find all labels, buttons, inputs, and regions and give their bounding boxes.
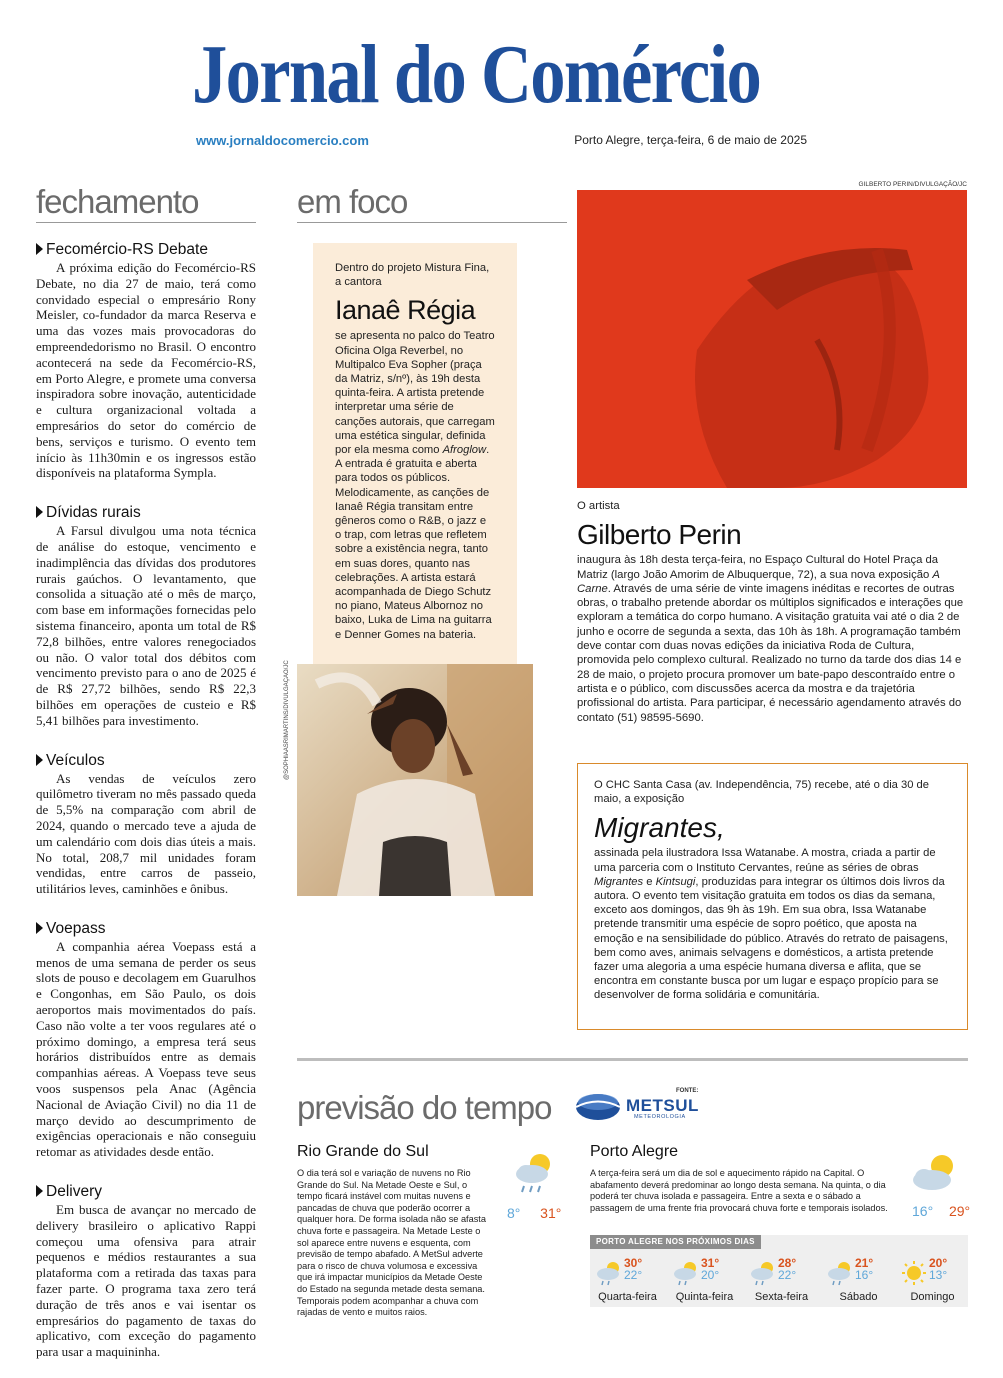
forecast-max: 31° [701,1256,720,1270]
migrantes-box [577,763,968,1030]
forecast-min: 22° [778,1268,797,1282]
sun-cloud-rain-icon [826,1260,854,1286]
forecast-day [895,1253,970,1307]
migrantes-kicker: O CHC Santa Casa (av. Independência, 75) recebe, até o dia 30 de maio, a exposição [594,779,930,806]
fechamento-column [36,240,256,1378]
migrantes-body-part: , produzidas para integrar os últimos dois livros da autora. O evento tem visitação gratuita em todos os dias da semana, exceto aos domingos, das 9h às 19h. Em sua obra, Issa Watanabe pretende transmitir uma espécie de sopro poético, que aposta na emoção e na sensibilidade do público. Através do retrato de paisagens, bem como aves, animais selvagens e domésticos, a artista pretende fazer uma alegoria a uma espécie humana diversa e aflita, que se encontra em constante busca por um lugar e espaço propício para se desenvolver de forma solidária e comunitária. [594,875,948,1002]
triangle-bullet-icon [36,922,43,934]
section-head-fechamento: fechamento [36,185,256,223]
forecast-label: PORTO ALEGRE NOS PRÓXIMOS DIAS [590,1235,761,1249]
dateline: Porto Alegre, terça-feira, 6 de maio de 2025 [574,133,807,147]
sun-cloud-rain-icon [749,1260,777,1286]
migrantes-body-part: e [643,875,656,888]
section-head-previsao: previsão do tempo [297,1089,552,1126]
triangle-bullet-icon [36,1185,43,1197]
forecast-day-name: Quarta-feira [598,1291,657,1303]
weather-poa-temps [912,1203,970,1219]
migrantes-body-emphasis: Kintsugi [655,875,696,888]
forecast-day [667,1253,742,1307]
forecast-day-name: Domingo [910,1291,955,1303]
weather-poa-text: A terça-feira será um dia de sol e aquecimento rápido na Capital. O abafamento deverá predominar ao longo desta semana. Na quinta, o dia poderá ter chuva isolada e passageira. Entre a sexta e o sábado a passagem de uma frente fria provocará chuva forte e temporais isolados. [590,1168,888,1213]
news-item-heading [36,240,256,260]
gilberto-body-part: . Através de uma série de vinte imagens inéditas e recortes de outras obras, o trabalho pretende abordar os múltiplos significados e interações que exploram a temática do corpo humano. A visitação gratuita vai até o dia 2 de junho e ocorre de segunda a sexta, das 10h às 18h. A programação também deve contar com duas novas edições da iniciativa Roda de Cultura, promovida pelo complexo cultural. Realizado no turno da tarde dos dias 14 e 28 de maio, o projeto procura promover um bate-papo descontraído entre o artista e o público, com discussões acerca da mostra e da trajetória profissional do artista. Para participar, é necessário agendamento através do contato (51) 98595-5690. [577,582,964,724]
news-item [36,240,256,481]
iana-name: Ianaê Régia [335,295,476,326]
news-item-body: A companhia aérea Voepass está a menos de uma semana de perder os seus slots de pouso e decolagem em Guarulhos e Congonhas, em São Paulo, os dois aeroportos mais movimentados do país. Caso não volte a ter voos regulares até o próximo domingo, a empresa terá seus horários distribuídos entre as demais companhias aéreas. A Voepass teve seus voos suspensos pela Anac (Agência Nacional de Aviação Civil) no dia 11 de março devido ao descumprimento de exigências operacionais e não conseguiu retomar as atividades desde então. [36,938,256,1160]
gilberto-name: Gilberto Perin [577,519,742,551]
weather-rs-temps [507,1205,561,1221]
forecast-max: 30° [624,1256,643,1270]
weather-rs-text: O dia terá sol e variação de nuvens no Rio Grande do Sul. Na Metade Oeste e Sul, o tempo ficará instável com muitas nuvens e pancadas de chuva que poderão ocorrer a qualquer hora. De forma isolada não se afasta chuva forte e passageira. Na Metade Leste o sol aparece entre nuvens e esquenta, com previsão de tempo abafado. A MetSul adverte para o risco de chuva volumosa e excessiva que irá impactar municípios da Metade Oeste do Estado na segunda metade desta semana. Temporais podem acompanhar a chuva com rajadas de vento e muitos raios. [297,1168,486,1318]
weather-poa-min: 16° [912,1203,934,1219]
forecast-day-name: Sexta-feira [754,1291,809,1303]
news-item-title: Fecomércio-RS Debate [46,241,208,258]
news-item-body: A próxima edição do Fecomércio-RS Debate, no dia 27 de maio, terá como convidado especial o empresário Rony Meisler, co-fundador da marca Reserva e uma das vozes mais provocadoras do empreendedorismo no Brasil. O encontro acontecerá na sede da Fecomércio-RS, em Porto Alegre, e promete uma conversa inspiradora sobre inovação, autenticidade e cultura organizacional voltada a empresários do setor do comércio de bens, serviços e turismo. O evento tem início às 11h30min e os ingressos estão disponíveis na plataforma Sympla. [36,260,256,481]
news-item [36,751,256,897]
masthead-title: Jornal do Comércio [192,28,761,121]
section-head-em-foco: em foco [297,185,567,223]
news-item-heading [36,919,256,939]
news-item [36,503,256,728]
iana-photo-credit: @SOPHIAASRIMARTINS/DIVULGAÇÃO/JC [284,660,290,780]
forecast-day-name: Quinta-feira [675,1291,734,1303]
news-item [36,1182,256,1360]
weather-poa-max: 29° [948,1203,971,1219]
migrantes-body [594,846,951,1002]
migrantes-title: Migrantes, [594,812,725,844]
weather-rs-max: 31° [540,1205,562,1221]
site-url-link[interactable]: www.jornaldocomercio.com [196,133,369,148]
forecast-max: 21° [855,1256,874,1270]
forecast-max: 20° [929,1256,948,1270]
iana-photo [297,664,533,896]
news-item-heading [36,503,256,523]
gilberto-perin-article [577,499,969,725]
news-item-heading [36,751,256,771]
gilberto-body-part: inaugura às 18h desta terça-feira, no Espaço Cultural do Hotel Praça da Matriz (largo João Amorim de Albuquerque, 72), a sua nova exposição [577,554,939,581]
sun-cloud-rain-icon [672,1260,700,1286]
sun-cloud-icon [910,1150,960,1201]
forecast-day [821,1253,896,1307]
forecast-day-name: Sábado [839,1291,878,1303]
news-item-title: Delivery [46,1183,102,1201]
sun-icon [900,1260,928,1286]
gilberto-body [577,553,969,725]
triangle-bullet-icon [36,243,43,255]
metsul-logo [574,1088,704,1122]
forecast-min: 13° [929,1268,948,1282]
iana-body-emphasis: Afroglow [442,444,487,457]
news-item-title: Dívidas rurais [46,504,141,522]
gilberto-photo-illustration [577,190,967,488]
iana-kicker: Dentro do projeto Mistura Fina, a cantora [335,262,490,289]
metsul-brand-sub: METEOROLOGIA [634,1114,686,1120]
news-item-body: A Farsul divulgou uma nota técnica de análise do estoque, vencimento e inadimplência das dívidas dos produtores rurais gaúchos. O levantamento, que consolida a situação até o mês de março, com base em informações fornecidas pelo sistema financeiro, aponta um total de R$ 72,8 bilhões, entre valores renegociados ou não. O valor total dos débitos com vencimento previsto para o ano de 2025 é de R$ 27,72 bilhões, sendo R$ 22,3 bilhões em operações de custeio e R$ 5,41 bilhões para investimento. [36,523,256,728]
migrantes-body-part: assinada pela ilustradora Issa Watanabe. A mostra, criada a partir de uma parceria com o Instituto Cervantes, reúne as séries de obras [594,847,936,874]
forecast-min: 20° [701,1268,720,1282]
iana-body [335,329,495,641]
migrantes-body-emphasis: Migrantes [594,875,644,888]
iana-regia-box [313,243,517,665]
weather-poa-title: Porto Alegre [590,1143,679,1160]
news-item-title: Veículos [46,751,105,769]
forecast-max: 28° [778,1256,797,1270]
gilberto-photo-credit: GILBERTO PERIN/DIVULGAÇÃO/JC [858,181,967,188]
gilberto-photo [577,190,967,488]
iana-body-part: . A entrada é gratuita e aberta para todos os públicos. Melodicamente, as canções de Ianaê Régia transitam entre gêneros como o R&B, o jazz e o trap, com letras que refletem sobre a existência negra, tanto em suas dores, quanto nas celebrações. A artista estará acompanhada de Diego Schutz no piano, Mateus Albornoz no baixo, Luka de Lima na guitarra e Denner Gomes na bateria. [335,444,492,641]
iana-body-part: se apresenta no palco do Teatro Oficina Olga Reverbel, no Multipalco Eva Sopher (praça da Matriz, s/nº), às 19h desta quinta-feira. A artista pretende interpretar uma série de canções autorais, que carregam uma estética singular, definida por ela mesma como [335,330,495,457]
forecast-min: 16° [855,1268,874,1282]
forecast-day [590,1253,665,1307]
gilberto-kicker: O artista [577,500,620,512]
weather-divider [297,1058,968,1061]
metsul-brand: METSUL [626,1096,699,1115]
sun-cloud-rain-icon [595,1260,623,1286]
news-item-title: Voepass [46,919,106,937]
news-item-heading [36,1182,256,1202]
iana-photo-illustration [297,664,533,896]
news-item [36,919,256,1160]
forecast-min: 22° [624,1268,643,1282]
weather-rs-min: 8° [507,1205,521,1221]
metsul-source-label: FONTE: [676,1088,699,1094]
triangle-bullet-icon [36,506,43,518]
gilberto-body-emphasis: A Carne [577,568,940,595]
news-item-body: As vendas de veículos zero quilômetro tiveram no mês passado queda de 5,5% na comparação com abril de 2024, quando o mercado teve a ajuda de um calendário com dois dias úteis a mais. No total, 208,7 mil unidades foram vendidas, entre carros de passeio, utilitários leves, caminhões e ônibus. [36,770,256,897]
sun-cloud-rain-icon [512,1150,556,1201]
forecast-panel [590,1235,968,1307]
weather-rs-title: Rio Grande do Sul [297,1143,429,1160]
triangle-bullet-icon [36,754,43,766]
news-item-body: Em busca de avançar no mercado de delivery brasileiro o aplicativo Rappi começou uma ofensiva para atrair pequenos e médios restaurantes a sua plataforma com a retirada das taxas para fazer parte. O programa taxa zero terá duração de três anos e vai isentar os empresários do pagamento de taxas do aplicativo, com exceção do pagamento para usar a maquininha. [36,1202,256,1360]
forecast-day [744,1253,819,1307]
